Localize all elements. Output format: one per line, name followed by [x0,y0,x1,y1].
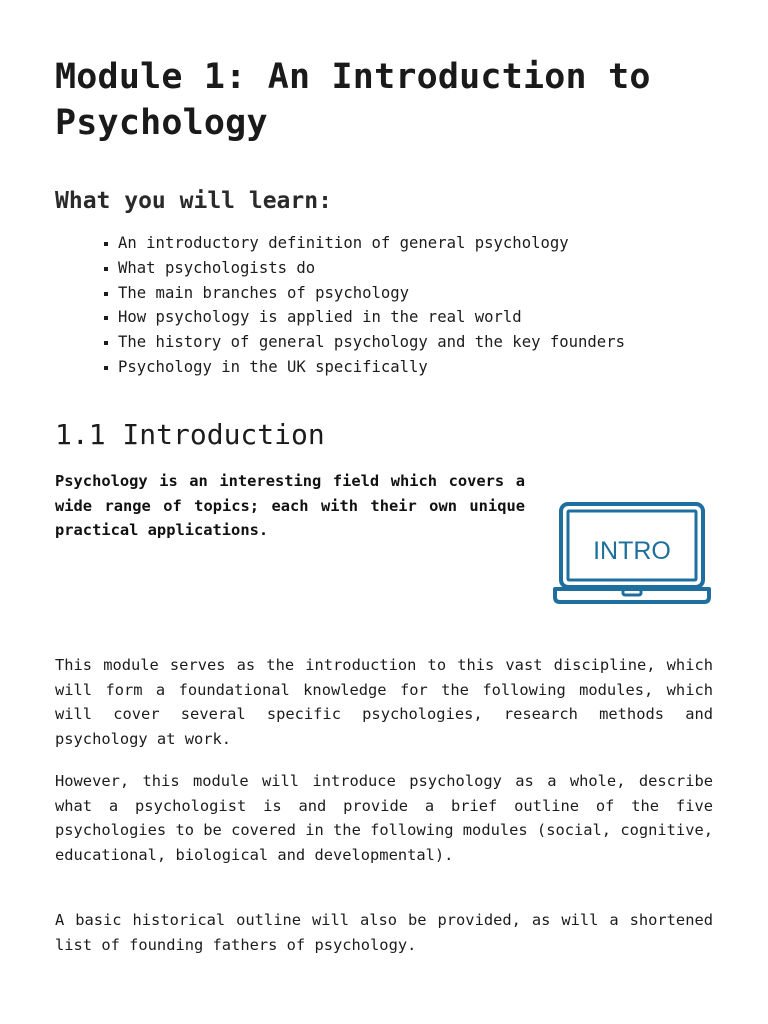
list-item: What psychologists do [103,256,625,281]
body-paragraph: A basic historical outline will also be provided, as will a shortened list of founding fathers of psychology. [55,911,713,954]
learn-heading: What you will learn: [55,188,332,214]
laptop-icon [553,502,711,606]
body-paragraph: This module serves as the introduction to this vast discipline, which will form a foundational knowledge for the following modules, which will cover several specific psychologies, research methods and psychology at work. [55,656,713,749]
list-item: How psychology is applied in the real world [103,305,625,330]
list-item: Psychology in the UK specifically [103,355,625,380]
body-paragraph: However, this module will introduce psychology as a whole, describe what a psychologist is and provide a brief outline of the five psychologies to be covered in the following modules (social, cognitive, educational, biological and developmental). [55,772,713,865]
section-heading: 1.1 Introduction [55,418,325,451]
learn-list [103,231,625,380]
page-title: Module 1: An Introduction to Psychology [55,57,651,143]
lead-paragraph: Psychology is an interesting field which covers a wide range of topics; each with their own unique practical applications. [55,472,525,539]
list-item: The main branches of psychology [103,281,625,306]
list-item: An introductory definition of general psychology [103,231,625,256]
list-item: The history of general psychology and the key founders [103,330,625,355]
screen-text: INTRO [593,537,671,565]
